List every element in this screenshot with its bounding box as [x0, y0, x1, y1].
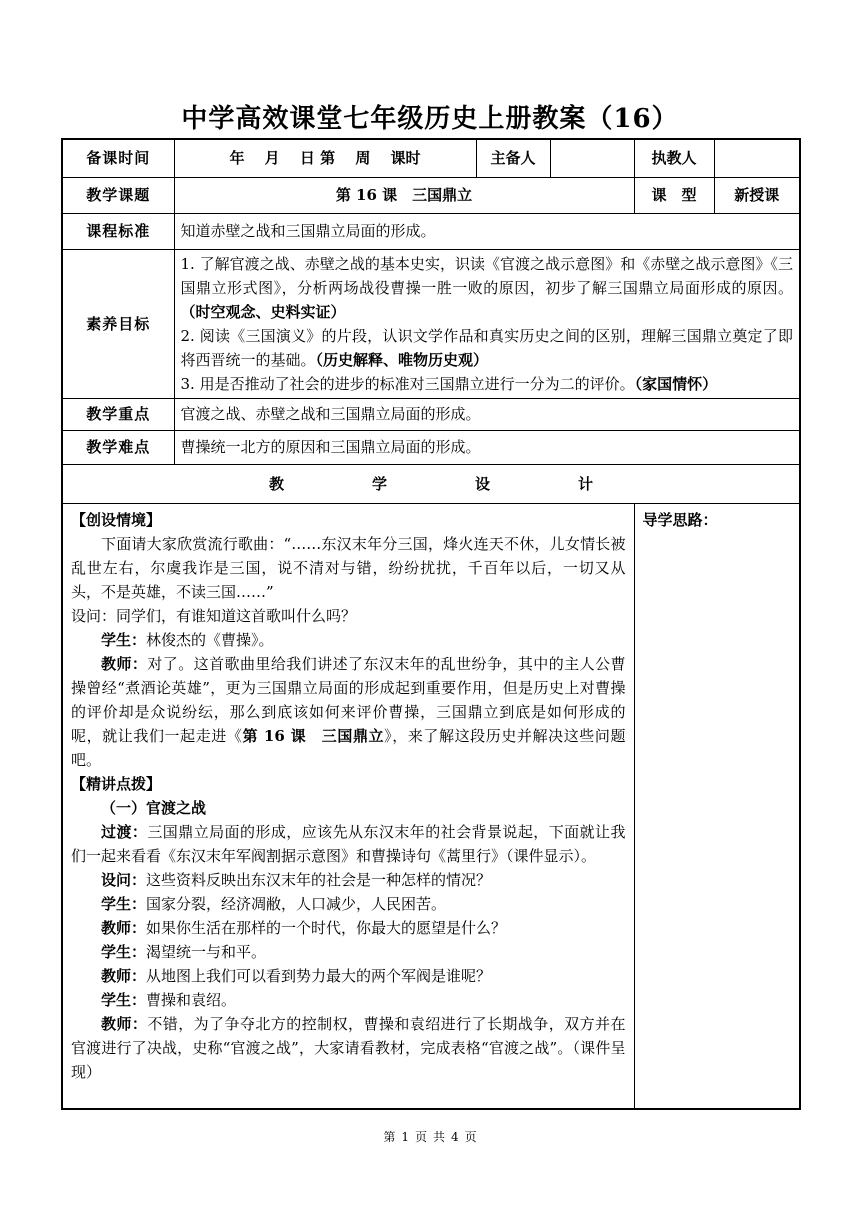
lesson-type-label: 课 型 — [634, 177, 714, 213]
row-design-body — [62, 503, 800, 1109]
design-char-2: 学 — [371, 474, 387, 493]
topic-label: 教学课题 — [62, 177, 174, 213]
speech-text-end: 》，来了解这段历史并解决这些问题吧。 — [71, 726, 626, 769]
speaker-label: 教师： — [101, 654, 148, 673]
paragraph-student-4 — [71, 988, 626, 1012]
paragraph-question: 设问：同学们，有谁知道这首歌叫什么吗？ — [71, 606, 357, 625]
speech-text: 如果你生活在那样的一个时代，你最大的愿望是什么？ — [146, 918, 507, 937]
row-topic — [62, 177, 800, 213]
row-difficulties — [62, 430, 800, 464]
design-char-3: 设 — [475, 474, 491, 493]
difficulties-label: 教学难点 — [62, 430, 174, 464]
teacher-label: 执教人 — [634, 139, 714, 177]
teacher-value — [714, 139, 800, 177]
speech-text: 对了。这首歌曲里给我们讲述了东汉末年的乱世纷争，其中的主人公曹操曾经“煮酒论英雄”，更为三国鼎立局面的形成起到重要作用，但是历史上对曹操的评价却是众说纷纭，那么到底该如何来评价曹操，三国鼎立到底是如何形成的呢，就让我们一起走进《 — [71, 654, 626, 745]
speech-text: 林俊杰的《曹操》。 — [146, 630, 274, 649]
speech-text: 曹操和袁绍。 — [146, 990, 237, 1009]
guide-column — [634, 503, 800, 1109]
key-points-label: 教学重点 — [62, 398, 174, 430]
footer-word-3: 共 — [433, 1130, 446, 1144]
topic-value: 第 16 课 三国鼎立 — [174, 177, 634, 213]
difficulties-text: 曹操统一北方的原因和三国鼎立局面的形成。 — [174, 430, 800, 464]
page-footer — [0, 1128, 860, 1145]
goal-2-tag: （历史解释、唯物历史观） — [315, 350, 489, 369]
design-char-4: 计 — [578, 474, 594, 493]
speaker-label: 学生： — [101, 942, 147, 961]
design-header — [62, 464, 800, 503]
goal-2: 2. 阅读《三国演义》的片段，认识文学作品和真实历史之间的区别，理解三国鼎立奠定了即将西晋统一的基础。 — [180, 326, 793, 369]
speaker-label: 学生： — [101, 630, 147, 649]
row-prep-time — [62, 139, 800, 177]
row-curriculum-standard — [62, 213, 800, 249]
design-char-1: 教 — [268, 474, 284, 493]
footer-total-pages: 4 — [451, 1130, 459, 1144]
speaker-label: 教师： — [101, 1014, 148, 1033]
guide-label: 导学思路： — [642, 510, 718, 529]
speaker-label: 过渡： — [101, 822, 148, 841]
preparer-label: 主备人 — [476, 139, 550, 177]
speaker-label: 教师： — [101, 918, 147, 937]
goals-text — [174, 249, 800, 398]
speaker-label: 教师： — [101, 966, 147, 985]
speech-text: 从地图上我们可以看到势力最大的两个军阀是谁呢？ — [146, 966, 492, 985]
standard-label: 课程标准 — [62, 213, 174, 249]
lesson-plan-table — [61, 138, 801, 1110]
footer-word-4: 页 — [464, 1130, 477, 1144]
goal-1: 1. 了解官渡之战、赤壁之战的基本史实，识读《官渡之战示意图》和《赤壁之战示意图》《三国鼎立形式图》，分析两场战役曹操一胜一败的原因，初步了解三国鼎立局面形成的原因。 — [180, 254, 793, 297]
row-design-header — [62, 464, 800, 503]
paragraph-teacher-4 — [71, 1012, 626, 1084]
prep-time-label: 备课时间 — [62, 139, 174, 177]
goal-3-tag: （家国情怀） — [634, 374, 718, 393]
paragraph-teacher-1 — [71, 652, 626, 772]
lesson-title-inline: 第 16 课 三国鼎立 — [242, 726, 385, 745]
row-literacy-goals — [62, 249, 800, 398]
lesson-type-value: 新授课 — [714, 177, 800, 213]
row-key-points — [62, 398, 800, 430]
prep-time-value: 年 月 日 第 周 课时 — [174, 139, 476, 177]
footer-word-1: 第 — [383, 1130, 396, 1144]
design-content — [62, 503, 634, 1109]
speech-text: 这些资料反映出东汉末年的社会是一种怎样的情况？ — [146, 870, 492, 889]
goal-1-tag: （时空观念、史料实证） — [180, 302, 346, 321]
speech-text: 国家分裂，经济凋敝，人口减少，人民困苦。 — [146, 894, 447, 913]
speaker-label: 学生： — [101, 894, 147, 913]
speaker-label: 设问： — [101, 870, 147, 889]
paragraph-student-3 — [71, 940, 626, 964]
goals-label: 素养目标 — [62, 249, 174, 398]
paragraph-song: 下面请大家欣赏流行歌曲：“……东汉末年分三国，烽火连天不休，儿女情长被乱世左右，尔虞我诈是三国，说不清对与错，纷纷扰扰，千百年以后，一切又从头，不是英雄，不读三国……” — [71, 534, 626, 601]
paragraph-teacher-2 — [71, 916, 626, 940]
key-points-text: 官渡之战、赤壁之战和三国鼎立局面的形成。 — [174, 398, 800, 430]
section-heading-explain: 【精讲点拨】 — [71, 774, 162, 793]
goal-3: 3. 用是否推动了社会的进步的标准对三国鼎立进行一分为二的评价。 — [180, 374, 635, 393]
speaker-label: 学生： — [101, 990, 147, 1009]
paragraph-student-1 — [71, 628, 626, 652]
footer-word-2: 页 — [414, 1130, 427, 1144]
speech-text: 渴望统一与和平。 — [146, 942, 267, 961]
paragraph-student-2 — [71, 892, 626, 916]
speech-text: 不错，为了争夺北方的控制权，曹操和袁绍进行了长期战争，双方并在官渡进行了决战，史称“官渡之战”，大家请看教材，完成表格“官渡之战”。（课件呈现） — [71, 1014, 626, 1081]
paragraph-question-2 — [71, 868, 626, 892]
subsection-guandu: （一）官渡之战 — [101, 798, 207, 817]
section-heading-scenario: 【创设情境】 — [71, 510, 162, 529]
standard-text: 知道赤壁之战和三国鼎立局面的形成。 — [174, 213, 800, 249]
footer-page-number: 1 — [401, 1130, 409, 1144]
preparer-value — [550, 139, 634, 177]
paragraph-transition — [71, 820, 626, 868]
speech-text: 三国鼎立局面的形成，应该先从东汉末年的社会背景说起，下面就让我们一起来看看《东汉末年军阀割据示意图》和曹操诗句《蒿里行》（课件显示）。 — [71, 822, 626, 865]
document-title: 中学高效课堂七年级历史上册教案（16） — [181, 104, 679, 134]
paragraph-teacher-3 — [71, 964, 626, 988]
